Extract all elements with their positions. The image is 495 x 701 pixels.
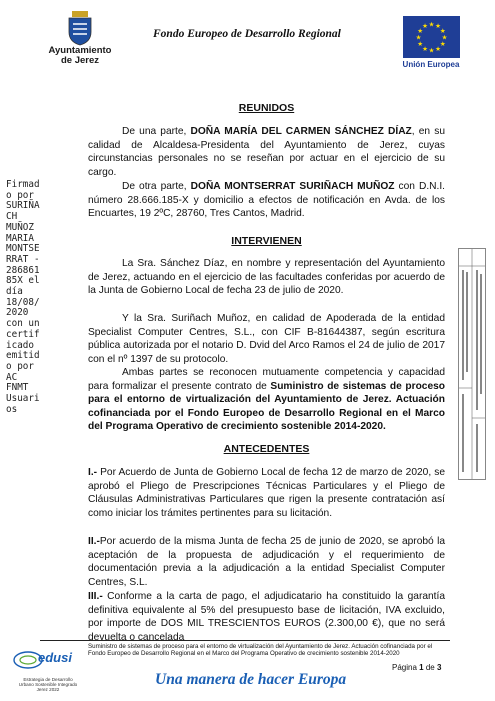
header-title: Fondo Europeo de Desarrollo Regional bbox=[153, 28, 341, 40]
eu-star-icon: ★ bbox=[416, 28, 423, 35]
eu-star-icon: ★ bbox=[428, 47, 434, 55]
eu-star-icon: ★ bbox=[441, 34, 447, 42]
heading-reunidos bbox=[88, 102, 445, 114]
page-current: 1 bbox=[419, 663, 424, 672]
jerez-crest-icon bbox=[63, 10, 97, 46]
p5-pre: Ambas partes se reconocen mutuamente competencia y capacidad para formalizar el presente contrato de bbox=[88, 367, 445, 392]
page-label: Página bbox=[392, 663, 420, 672]
footer-divider bbox=[40, 640, 450, 641]
edusi-caption-line-2: Urbano Sostenible Integrado bbox=[18, 682, 78, 688]
p6-text: Por Acuerdo de Junta de Gobierno Local de fecha 12 de marzo de 2020, se aprobó el Pliego de Prescripciones Técnicas Particulares y el Pliego de Cláusulas Administrativas Particulares que rigen la presente contratación así como iniciar los trámites pertinentes para su licitación. bbox=[88, 467, 445, 519]
p2-pre: De otra parte, bbox=[122, 181, 191, 192]
p2-post: con D.N.I. número 28.666.185-X y domicilio a efectos de notificación en Avda. de los Encuartes, 19 2ºC, 28760, Tres Cantos, Madrid. bbox=[88, 181, 446, 220]
p7-text: Por acuerdo de la misma Junta de fecha 25 de junio de 2020, se aprobó la aceptación de la propuesta de adjudicación y el requerimiento de documentación previa a la adjudicación a la entidad Specialist Computer Centres, S.L. bbox=[88, 536, 445, 588]
paragraph-intervienen-2: Y la Sra. Suriñach Muñoz, en calidad de Apoderada de la entidad Specialist Computer Centres, S.L., con CIF B-81644387, según escritura pública autorizada por el notario D. Dvid del Arco Ramos el 24 de julio de 2017 con el nº 1397 de su protocolo. bbox=[88, 313, 445, 365]
paragraph-antecedente-2 bbox=[88, 535, 445, 589]
p7-number: II.- bbox=[88, 536, 100, 547]
edusi-caption bbox=[12, 677, 84, 693]
heading-antecedentes bbox=[88, 443, 445, 455]
p5-object: Suministro de sistemas de proceso para el entorno de virtualización del Ayuntamiento de Jerez. Actuación cofinanciada por el Fondo Europeo de Desarrollo Regional en el Marco del Programa Operativo de crecimiento sostenible 2014-2020. bbox=[88, 380, 446, 433]
eu-flag-icon bbox=[403, 16, 460, 58]
eu-star-icon: ★ bbox=[416, 41, 423, 48]
page-number bbox=[392, 663, 441, 672]
eu-logo bbox=[401, 16, 461, 72]
eu-star-icon: ★ bbox=[421, 23, 428, 31]
eu-slogan: Una manera de hacer Europa bbox=[155, 671, 347, 688]
page-total: 3 bbox=[436, 663, 442, 672]
paragraph-contract-object bbox=[88, 366, 445, 434]
verification-strip bbox=[458, 248, 486, 480]
paragraph-party-1 bbox=[88, 125, 445, 179]
footer-note: Suministro de sistemas de proceso para el entorno de virtualización del Ayuntamiento de Jerez. Actuación cofinanciada por el Fondo Europeo de Desarrollo Regional en el Marco del Programa Operativo de crecimiento sostenible 2014-2020 bbox=[88, 643, 433, 658]
logo-text-line-1: Ayuntamiento bbox=[48, 45, 112, 56]
p8-text: Conforme a la carta de pago, el adjudicatario ha constituido la garantía definitiva equivalente al 5% del presupuesto base de licitación, IVA excluido, por importe de DOS MIL TRESCIENTOS EUROS (2.300,00 €), que no será devuelta o cancelada bbox=[88, 591, 445, 643]
p1-name: DOÑA MARÍA DEL CARMEN SÁNCHEZ DÍAZ bbox=[190, 126, 412, 137]
page-separator: de bbox=[423, 663, 437, 672]
paragraph-party-2 bbox=[88, 180, 445, 221]
digital-signature-stamp: Firmad o por SURIÑA CH MUÑOZ MARIA MONTSE RRAT - 286861 85X el día 18/08/ 2020 con un certif icado emitid o por AC FNMT Usuari os bbox=[6, 179, 40, 415]
eu-label: Unión Europea bbox=[402, 60, 460, 69]
eu-star-icon: ★ bbox=[421, 45, 428, 53]
eu-star-icon: ★ bbox=[415, 34, 421, 42]
heading-intervienen-text: INTERVIENEN bbox=[231, 235, 302, 247]
paragraph-intervienen-1: La Sra. Sánchez Díaz, en nombre y representación del Ayuntamiento de Jerez, actuando en el ejercicio de las facultades conferidas por acuerdo de la Junta de Gobierno Local de fecha 23 de julio de 2020. bbox=[88, 258, 445, 297]
p6-number: I.- bbox=[88, 467, 98, 478]
logo-text-line-2: de Jerez bbox=[60, 55, 100, 66]
edusi-logo bbox=[12, 648, 84, 698]
p8-number: III.- bbox=[88, 591, 103, 602]
paragraph-antecedente-1 bbox=[88, 466, 445, 520]
p1-pre: De una parte, bbox=[122, 126, 191, 137]
eu-star-icon: ★ bbox=[434, 45, 441, 53]
eu-star-icon: ★ bbox=[434, 23, 441, 31]
edusi-caption-line-3: Jerez 2022 bbox=[36, 687, 60, 693]
eu-star-icon: ★ bbox=[428, 21, 434, 29]
p1-post: , en su calidad de Alcaldesa-Presidenta del Ayuntamiento de Jerez, cuyas circunstancias personales no se reseñan por actuar en el ejercicio de su cargo. bbox=[88, 126, 445, 178]
ayuntamiento-jerez-logo bbox=[40, 10, 120, 72]
paragraph-antecedente-3 bbox=[88, 590, 445, 643]
p2-name: DOÑA MONTSERRAT SURIÑACH MUÑOZ bbox=[190, 181, 395, 192]
eu-star-icon: ★ bbox=[439, 28, 446, 35]
heading-intervienen bbox=[88, 235, 445, 247]
heading-reunidos-text: REUNIDOS bbox=[238, 102, 295, 114]
edusi-caption-line-1: Estrategia de Desarrollo bbox=[23, 677, 73, 682]
eu-star-icon: ★ bbox=[439, 41, 446, 48]
edusi-wordmark: edusi bbox=[38, 650, 72, 665]
heading-antecedentes-text: ANTECEDENTES bbox=[223, 443, 310, 455]
